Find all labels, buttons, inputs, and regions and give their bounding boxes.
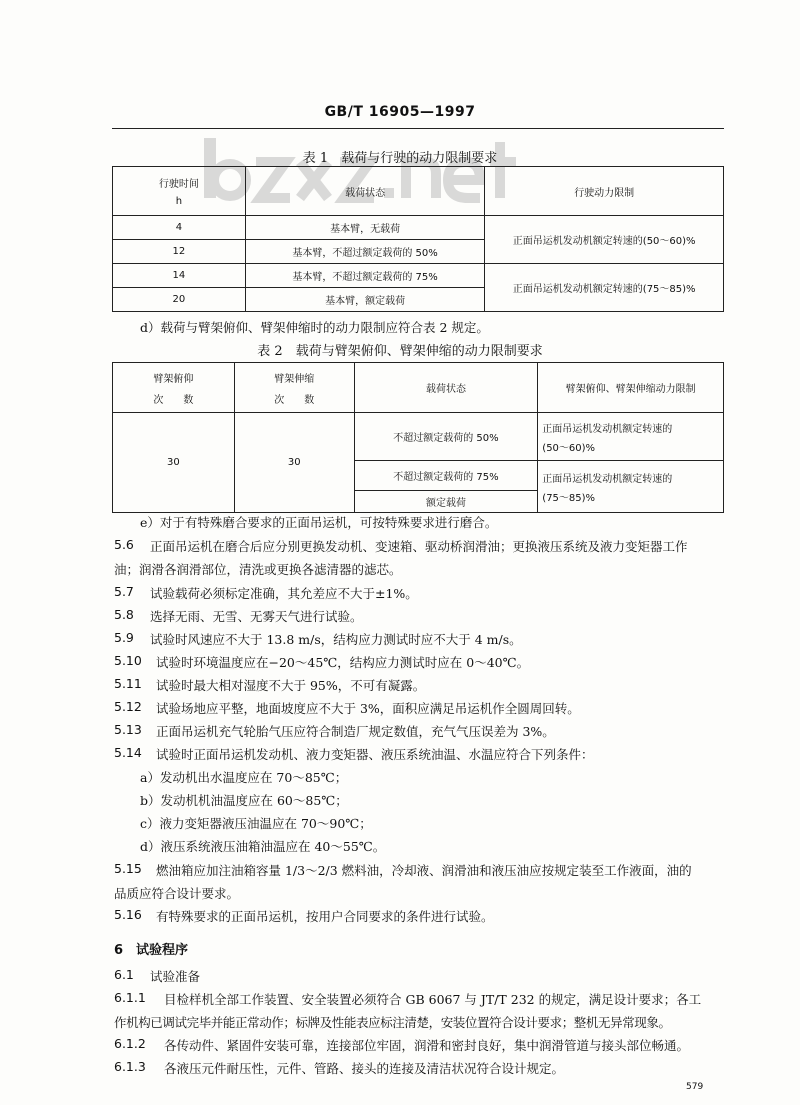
table-row: [113, 216, 724, 240]
table2-limit-b-line2: (75～85)%: [542, 492, 596, 504]
table1-col-limit: 行驶动力限制: [485, 167, 724, 216]
table2-limit-b-line1: 正面吊运机发动机额定转速的: [542, 473, 673, 485]
clause-5-8-text: 选择无雨、无雪、无雾天气进行试验。: [150, 609, 363, 624]
table1-header-row: [113, 167, 724, 216]
clause-5-7-number: 5.7: [114, 584, 134, 599]
table1-col-hours-unit: h: [175, 196, 183, 207]
table2-state-cell: 额定载荷: [354, 491, 538, 513]
table2-col-luffing: [113, 363, 235, 413]
table1-limit-cell-b: 正面吊运机发动机额定转速的(75～85)%: [485, 264, 724, 312]
table-row: [113, 413, 724, 461]
clause-5-9-number: 5.9: [114, 630, 134, 645]
clause-5-16-text: 有特殊要求的正面吊运机，按用户合同要求的条件进行试验。: [156, 909, 494, 924]
clause-5-7-text: 试验载荷必须标定准确，其允差应不大于±1%。: [150, 586, 418, 601]
clause-5-13-text: 正面吊运机充气轮胎气压应符合制造厂规定数值，充气气压误差为 3%。: [156, 724, 555, 739]
table2-telescoping-count-cell: 30: [234, 413, 354, 513]
table2-luffing-count-cell: 30: [113, 413, 235, 513]
table2-caption: 表 2 载荷与臂架俯仰、臂架伸缩的动力限制要求: [257, 344, 543, 359]
table2-limit-cell-b: [538, 461, 724, 513]
table2-col-telescoping-label: 臂架伸缩: [274, 373, 315, 385]
table2-state-cell: 不超过额定载荷的 75%: [354, 461, 538, 491]
clause-5-10-number: 5.10: [114, 653, 142, 668]
table2-col-luffing-label: 臂架俯仰: [153, 373, 194, 385]
clause-5-16-number: 5.16: [114, 907, 142, 922]
clause-6-1-number: 6.1: [114, 967, 134, 982]
clause-6-1-1-line2: 作机构已调试完毕并能正常动作；标牌及性能表应标注清楚，安装位置符合设计要求；整机无异常现象。: [114, 1015, 671, 1030]
table2-limit-cell-a: [538, 413, 724, 461]
table2-state-cell: 不超过额定载荷的 50%: [354, 413, 538, 461]
clause-6-1-2-number: 6.1.2: [114, 1036, 146, 1051]
table1-hours-cell: 4: [113, 216, 246, 240]
table1-col-hours: [113, 167, 246, 216]
table2-col-limit: 臂架俯仰、臂架伸缩动力限制: [538, 363, 724, 413]
clause-6-1-3-text: 各液压元件耐压性，元件、管路、接头的连接及清洁状况符合设计规定。: [164, 1061, 565, 1076]
clause-5-6-line1: 正面吊运机在磨合后应分别更换发动机、变速箱、驱动桥润滑油；更换液压系统及液力变矩器工作: [150, 539, 688, 554]
table1-state-cell: 基本臂，不超过额定载荷的 75%: [245, 264, 485, 288]
table1: [112, 166, 724, 312]
table1-state-cell: 基本臂，无载荷: [245, 216, 485, 240]
table1-col-hours-label: 行驶时间: [158, 179, 199, 190]
clause-6-1-3-number: 6.1.3: [114, 1059, 146, 1074]
table2-col-state: 载荷状态: [354, 363, 538, 413]
table2-limit-a-line1: 正面吊运机发动机额定转速的: [542, 423, 673, 435]
clause-5-6-number: 5.6: [114, 537, 134, 552]
table-row: [113, 264, 724, 288]
page-number: 579: [686, 1082, 704, 1092]
table2-limit-a-line2: (50～60)%: [542, 442, 596, 454]
item-e: e）对于有特殊磨合要求的正面吊运机，可按特殊要求进行磨合。: [140, 515, 498, 530]
clause-5-12-text: 试验场地应平整，地面坡度应不大于 3%，面积应满足吊运机作全圆周回转。: [156, 701, 580, 716]
clause-5-8-number: 5.8: [114, 607, 134, 622]
table2: [112, 362, 724, 513]
clause-5-6-line2: 油；润滑各润滑部位，清洗或更换各滤清器的滤芯。: [114, 562, 402, 577]
clause-5-14-item-a: a）发动机出水温度应在 70～85℃；: [140, 770, 348, 785]
table1-hours-cell: 20: [113, 288, 246, 312]
clause-5-11-text: 试验时最大相对湿度不大于 95%，不可有凝露。: [156, 678, 426, 693]
clause-5-9-text: 试验时风速应不大于 13.8 m/s，结构应力测试时应不大于 4 m/s。: [150, 632, 522, 647]
table2-col-telescoping-count: 次 数: [274, 394, 315, 406]
clause-6-1-text: 试验准备: [150, 969, 201, 984]
table2-col-luffing-count: 次 数: [153, 394, 194, 406]
clause-5-15-line2: 品质应符合设计要求。: [114, 886, 240, 901]
clause-6-1-1-line1: 目检样机全部工作装置、安全装置必须符合 GB 6067 与 JT/T 232 的规定，满足设计要求；各工: [164, 992, 702, 1007]
table1-col-state: 载荷状态: [245, 167, 485, 216]
clause-5-14-item-d: d）液压系统液压油箱油温应在 40～55℃。: [140, 839, 386, 854]
clause-5-15-line1: 燃油箱应加注油箱容量 1/3～2/3 燃料油，冷却液、润滑油和液压油应按规定装至工作液面，油的: [156, 863, 692, 878]
clause-6-1-2-text: 各传动件、紧固件安装可靠，连接部位牢固，润滑和密封良好，集中润滑管道与接头部位畅通。: [164, 1038, 690, 1053]
clause-5-14-item-c: c）液力变矩器液压油温应在 70～90℃；: [140, 816, 372, 831]
clause-5-14-number: 5.14: [114, 745, 142, 760]
table1-state-cell: 基本臂，不超过额定载荷的 50%: [245, 240, 485, 264]
clause-6-1-1-number: 6.1.1: [114, 990, 146, 1005]
clause-5-11-number: 5.11: [114, 676, 142, 691]
item-d: d）载荷与臂架俯仰、臂架伸缩时的动力限制应符合表 2 规定。: [140, 320, 489, 335]
table1-state-cell: 基本臂，额定载荷: [245, 288, 485, 312]
clause-5-13-number: 5.13: [114, 722, 142, 737]
clause-5-14-text: 试验时正面吊运机发动机、液力变矩器、液压系统油温、水温应符合下列条件：: [156, 747, 594, 762]
table2-col-telescoping: [234, 363, 354, 413]
section-6-title: 6 试验程序: [114, 943, 189, 958]
table2-header-row: [113, 363, 724, 413]
clause-5-14-item-b: b）发动机机油温度应在 60～85℃；: [140, 793, 348, 808]
clause-5-12-number: 5.12: [114, 699, 142, 714]
clause-5-15-number: 5.15: [114, 861, 142, 876]
table1-caption: 表 1 载荷与行驶的动力限制要求: [302, 151, 498, 166]
table1-limit-cell-a: 正面吊运机发动机额定转速的(50～60)%: [485, 216, 724, 264]
standard-code-header: GB/T 16905—1997: [324, 104, 476, 120]
table1-hours-cell: 12: [113, 240, 246, 264]
clause-5-10-text: 试验时环境温度应在−20～45℃，结构应力测试时应在 0～40℃。: [156, 655, 530, 670]
table1-hours-cell: 14: [113, 264, 246, 288]
